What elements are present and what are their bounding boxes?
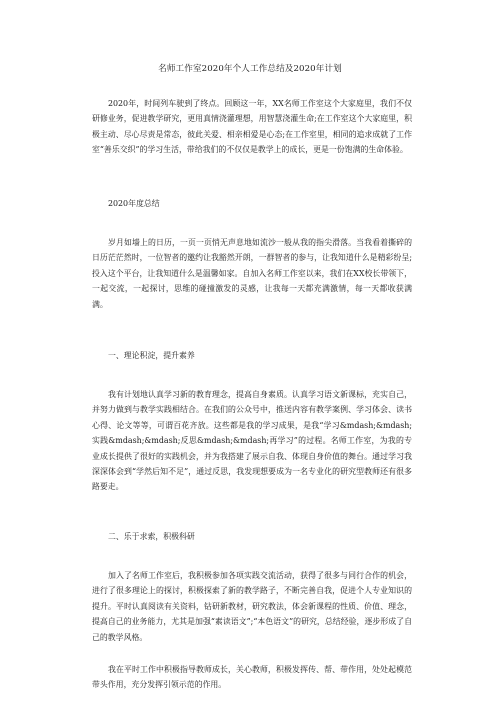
theory-paragraph: 我有计划地认真学习新的教育理念，提高自身素质。认真学习语文新课标，充实自己，并努力做到与教学实践相结合。在我们的公众号中，推送内容有教学案例、学习体会、读书心得、论文等等，可谓百花齐放。这些都是我的学习成果，是我“学习&mdash;&mdash;实践&mdash;&mdash;反思&mdash;&mdash;再学习”的过程。名师工作室，为我的专业成长提供了很好的实践机会，并为我搭建了展示自我、体现自身价值的舞台。通过学习我深深体会到“学然后知不足”，通过反思，我发现想要成为一名专业化的研究型教师还有很多路要走。 — [92, 390, 412, 492]
summary-paragraph: 岁月如墙上的日历，一页一页悄无声息地如流沙一般从我的指尖滑落。当我看着撕碎的日历茫茫然时，一位智者的邀约让我豁然开朗，一群智者的参与，让我知道什么是精彩纷呈;投入这个平台，让我知道什么是温馨如家。自加入名师工作室以来，我们在XX校长带领下，一起交流，一起探讨，思维的碰撞激发的灵感，让我每一天都充满激情，每一天都收获满满。 — [92, 238, 412, 309]
document-title: 名师工作室2020年个人工作总结及2020年计划 — [158, 64, 342, 74]
section-heading-theory: 一、理论积淀，提升素养 — [108, 351, 195, 360]
section-heading-research: 二、乐于求索，积极科研 — [108, 532, 195, 541]
intro-paragraph: 2020年，时间列车驶到了终点。回顾这一年，XX名师工作室这个大家庭里，我们不仅研修业务，促进教学研究，更用真情浇灌理想，用智慧浇灌生命;在工作室这个大家庭里，积极主动、尽心尽责是常态，彼此关爱、相亲相爱是心态;在工作室里，相同的追求成就了工作室“善乐交织”的学习生活，带给我们的不仅仅是教学上的成长，更是一份饱满的生命体验。 — [92, 99, 412, 155]
mentoring-paragraph: 我在平时工作中积极指导教师成长，关心教师，积极发挥传、帮、带作用，处处起模范带头作用，充分发挥引领示范的作用。 — [92, 665, 412, 690]
section-heading-annual-summary: 2020年度总结 — [108, 199, 160, 208]
research-paragraph: 加入了名师工作室后，我积极参加各项实践交流活动，获得了很多与同行合作的机会，进行了很多理论上的探讨，积极探索了新的教学路子，不断完善自我，促进个人专业知识的提升。平时认真阅读有关资料，钻研新教材，研究教法，体会新课程的性质、价值、理念，提高自己的业务能力，尤其是加强“素读语文”;“本色语文”的研究，总结经验，逐步形成了自己的教学风格。 — [92, 571, 412, 642]
